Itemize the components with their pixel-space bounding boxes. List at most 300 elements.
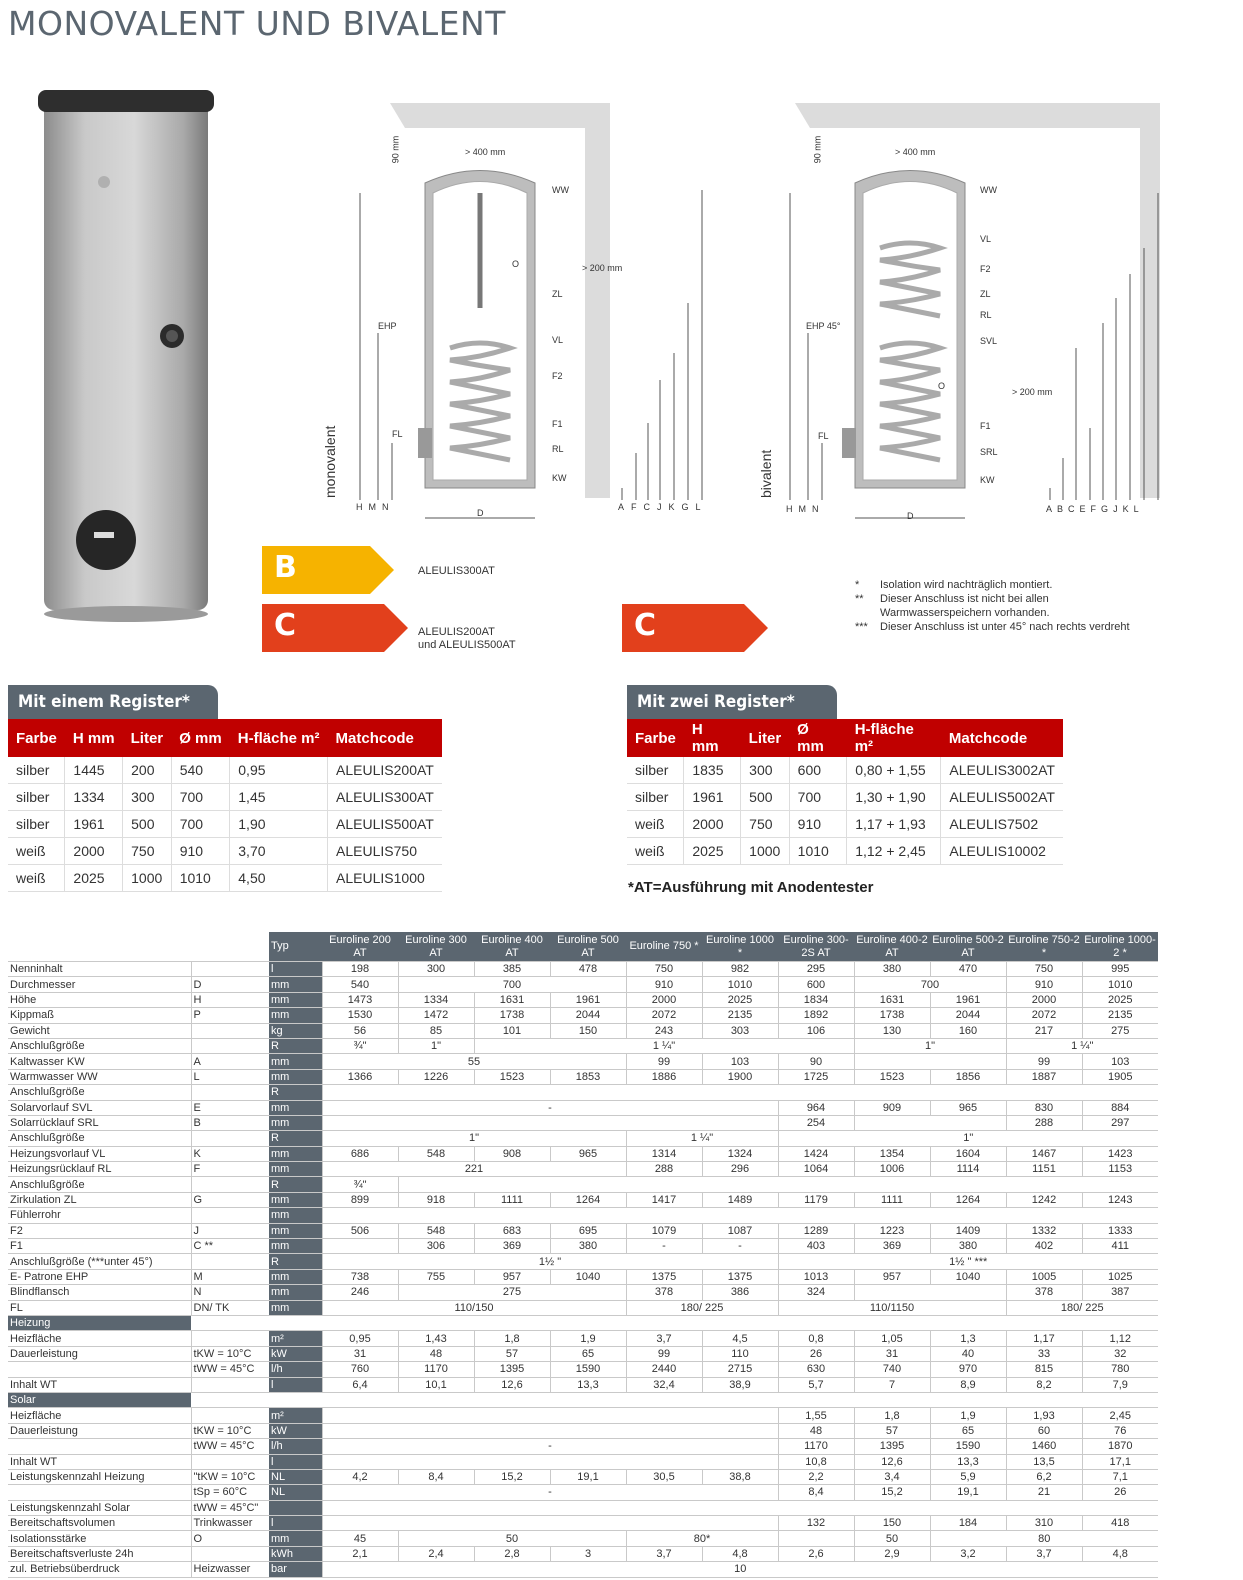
table-cell: 0,80 + 1,55 — [847, 757, 941, 784]
table-row — [8, 1531, 1158, 1546]
table-cell: 780 — [1082, 1362, 1158, 1377]
table-cell: 1010 — [702, 977, 778, 992]
table-cell: 8,2 — [1006, 1377, 1082, 1392]
pipe-rl: RL — [552, 444, 564, 454]
table-cell: 1264 — [550, 1192, 626, 1207]
table-cell: weiß — [627, 838, 684, 865]
row-label: Dauerleistung — [8, 1423, 191, 1438]
table-row — [8, 1085, 1158, 1100]
table-cell: 1324 — [702, 1146, 778, 1161]
table-cell — [322, 1454, 778, 1469]
table-row — [8, 962, 1158, 977]
row-code: tWW = 45°C — [191, 1362, 269, 1377]
table-cell: - — [322, 1485, 778, 1500]
bottom-left-labels: HMN — [786, 504, 825, 514]
table-cell: 303 — [702, 1023, 778, 1038]
row-unit: kW — [269, 1346, 322, 1361]
table-cell: 150 — [854, 1516, 930, 1531]
table-cell: 1223 — [854, 1223, 930, 1238]
table-cell: 1604 — [930, 1146, 1006, 1161]
table-cell: 1243 — [1082, 1192, 1158, 1207]
table-row — [8, 1269, 1158, 1284]
table-cell: 65 — [930, 1423, 1006, 1438]
table-cell: 3,7 — [1006, 1546, 1082, 1561]
table-cell: 76 — [1082, 1423, 1158, 1438]
table-cell: 30,5 — [626, 1469, 702, 1484]
table-cell: 7,1 — [1082, 1469, 1158, 1484]
row-label: Anschlußgröße — [8, 1177, 191, 1192]
table-cell: 2000 — [65, 838, 123, 865]
row-unit: mm — [269, 1115, 322, 1130]
table-cell: 957 — [854, 1269, 930, 1284]
row-label: Heizungsrücklauf RL — [8, 1162, 191, 1177]
table-cell: ALEULIS10002 — [941, 838, 1063, 865]
table-cell: 2025 — [1082, 992, 1158, 1007]
row-label: Isolationsstärke — [8, 1531, 191, 1546]
column-header: H mm — [684, 719, 741, 757]
table-cell: 103 — [1082, 1054, 1158, 1069]
table-cell: weiß — [627, 811, 684, 838]
pipe-f1: F1 — [552, 419, 563, 429]
table-cell: 1961 — [930, 992, 1006, 1007]
table-cell: 760 — [322, 1362, 398, 1377]
table-cell: 600 — [789, 757, 847, 784]
table-cell: 50 — [854, 1531, 930, 1546]
bottom-right-labels: ABCEFGJKL — [1046, 504, 1144, 514]
row-label: Gewicht — [8, 1023, 191, 1038]
table-cell: 1423 — [1082, 1146, 1158, 1161]
row-code: B — [191, 1115, 269, 1130]
table-cell: 1738 — [474, 1008, 550, 1023]
table-row — [8, 1131, 1158, 1146]
table-cell: 700 — [789, 784, 847, 811]
table-cell — [854, 1115, 1006, 1130]
table-cell — [322, 1085, 1158, 1100]
table-cell: 1226 — [398, 1069, 474, 1084]
table-cell: 2,45 — [1082, 1408, 1158, 1423]
row-code: L — [191, 1069, 269, 1084]
table-cell: 101 — [474, 1023, 550, 1038]
table-row — [8, 1069, 1158, 1084]
table-cell: 1 ¼" — [1006, 1038, 1158, 1053]
bivalent-label: bivalent — [758, 449, 774, 498]
table-cell: 1,9 — [550, 1331, 626, 1346]
row-unit: mm — [269, 1223, 322, 1238]
table-cell: 160 — [930, 1023, 1006, 1038]
row-label: Zirkulation ZL — [8, 1192, 191, 1207]
row-unit: mm — [269, 1192, 322, 1207]
row-unit: mm — [269, 1208, 322, 1223]
table-cell: 965 — [550, 1146, 626, 1161]
table-cell: 1,17 — [1006, 1331, 1082, 1346]
dim-d: D — [907, 511, 914, 521]
table-cell: 540 — [322, 977, 398, 992]
pipe-ww: WW — [552, 185, 569, 195]
table-cell: 221 — [322, 1162, 626, 1177]
table-cell: 386 — [702, 1285, 778, 1300]
row-label: Bereitschaftsvolumen — [8, 1516, 191, 1531]
table-cell: 1472 — [398, 1008, 474, 1023]
table-row — [8, 1023, 1158, 1038]
table-cell: 1000 — [741, 838, 790, 865]
table-cell: 85 — [398, 1023, 474, 1038]
row-label: Anschlußgröße — [8, 1085, 191, 1100]
label-fl: FL — [818, 431, 829, 441]
table-cell: 180/ 225 — [1006, 1300, 1158, 1315]
table-cell: ALEULIS500AT — [328, 811, 442, 838]
row-label — [8, 1362, 191, 1377]
table-cell: 65 — [550, 1346, 626, 1361]
table-cell: 1354 — [854, 1146, 930, 1161]
table-cell: 275 — [398, 1285, 626, 1300]
row-code — [191, 1408, 269, 1423]
table-row — [8, 1439, 1158, 1454]
table-cell: 10 — [322, 1562, 1158, 1577]
section-row — [8, 1392, 1158, 1407]
row-code — [191, 1454, 269, 1469]
table-cell: 1395 — [854, 1439, 930, 1454]
row-code: O — [191, 1531, 269, 1546]
row-label: Leistungskennzahl Solar — [8, 1500, 191, 1515]
table-cell: weiß — [8, 838, 65, 865]
row-code: tSp = 60°C — [191, 1485, 269, 1500]
page-title: MONOVALENT UND BIVALENT — [8, 4, 506, 43]
table-row — [8, 1408, 1158, 1423]
row-code: Heizwasser — [191, 1562, 269, 1577]
row-unit: mm — [269, 992, 322, 1007]
table-row — [8, 784, 442, 811]
label-o: O — [512, 259, 520, 269]
table-row — [8, 811, 442, 838]
monovalent-diagram — [322, 98, 720, 528]
energy-letter: C — [634, 608, 657, 643]
column-header: Liter — [741, 719, 790, 757]
table-cell: 908 — [474, 1146, 550, 1161]
table-cell: 4,8 — [702, 1546, 778, 1561]
row-label: Leistungskennzahl Heizung — [8, 1469, 191, 1484]
table-cell: 10,1 — [398, 1377, 474, 1392]
table-cell: 3,7 — [626, 1331, 702, 1346]
table-row — [8, 1469, 1158, 1484]
table-cell: 1010 — [1082, 977, 1158, 992]
table-cell: 815 — [1006, 1362, 1082, 1377]
row-unit: mm — [269, 1269, 322, 1284]
table-cell: 1417 — [626, 1192, 702, 1207]
table-cell: 300 — [123, 784, 172, 811]
table-cell: 884 — [1082, 1100, 1158, 1115]
table-row — [8, 1192, 1158, 1207]
table-cell: 403 — [778, 1239, 854, 1254]
pipe-f2: F2 — [980, 264, 991, 274]
table-cell: 57 — [474, 1346, 550, 1361]
table-row — [8, 1562, 1158, 1577]
row-unit: mm — [269, 1069, 322, 1084]
row-code — [191, 1377, 269, 1392]
table-cell — [322, 1208, 1158, 1223]
table-row — [627, 838, 1063, 865]
table-cell: 132 — [778, 1516, 854, 1531]
table-cell: 12,6 — [474, 1377, 550, 1392]
label-ehp45: EHP 45° — [806, 321, 841, 331]
table-cell: 0,95 — [322, 1331, 398, 1346]
table-cell: 600 — [778, 977, 854, 992]
table-cell: 1" — [398, 1038, 474, 1053]
table-cell: 1853 — [550, 1069, 626, 1084]
table-cell: 380 — [854, 962, 930, 977]
model-column-header: Euroline 400 AT — [474, 932, 550, 962]
row-label: FL — [8, 1300, 191, 1315]
table-cell: 1332 — [1006, 1223, 1082, 1238]
table-cell — [854, 1054, 1006, 1069]
table-cell: 288 — [1006, 1115, 1082, 1130]
row-unit: mm — [269, 977, 322, 992]
row-code: N — [191, 1285, 269, 1300]
table-cell: 4,8 — [1082, 1546, 1158, 1561]
table-cell: 1,90 — [230, 811, 328, 838]
table-cell: 380 — [550, 1239, 626, 1254]
table-cell: 80 — [930, 1531, 1158, 1546]
row-unit: mm — [269, 1300, 322, 1315]
table-row — [8, 992, 1158, 1007]
table-row — [8, 1054, 1158, 1069]
table-cell: silber — [8, 811, 65, 838]
row-unit: NL — [269, 1469, 322, 1484]
table-cell: 1631 — [474, 992, 550, 1007]
table-cell: 10,8 — [778, 1454, 854, 1469]
table-cell: 1" — [778, 1131, 1158, 1146]
table-row — [8, 1146, 1158, 1161]
row-code: Trinkwasser — [191, 1516, 269, 1531]
table-cell: 80* — [626, 1531, 778, 1546]
table-row — [8, 1100, 1158, 1115]
table-cell: 1835 — [684, 757, 741, 784]
table-cell: 324 — [778, 1285, 854, 1300]
table-row — [8, 1008, 1158, 1023]
table-cell: 1025 — [1082, 1269, 1158, 1284]
column-header: Farbe — [627, 719, 684, 757]
pipe-srl: SRL — [980, 447, 998, 457]
table-cell: 246 — [322, 1285, 398, 1300]
pipe-kw: KW — [980, 475, 995, 485]
row-label: Fühlerrohr — [8, 1208, 191, 1223]
table-cell: 4,5 — [702, 1331, 778, 1346]
table-cell: 910 — [626, 977, 702, 992]
table-cell: 2,6 — [778, 1546, 854, 1561]
table-cell: 1 ¼" — [474, 1038, 854, 1053]
table-cell: 1530 — [322, 1008, 398, 1023]
row-unit: R — [269, 1254, 322, 1269]
table-cell: ALEULIS750 — [328, 838, 442, 865]
table-cell: 7,9 — [1082, 1377, 1158, 1392]
table-row — [8, 757, 442, 784]
row-label: Heizfläche — [8, 1331, 191, 1346]
table-cell: 470 — [930, 962, 1006, 977]
pipe-f1: F1 — [980, 421, 991, 431]
table-cell: 1,43 — [398, 1331, 474, 1346]
row-unit: mm — [269, 1162, 322, 1177]
row-unit: kg — [269, 1023, 322, 1038]
row-code — [191, 1023, 269, 1038]
table-cell: 1040 — [930, 1269, 1006, 1284]
table-cell: 1424 — [778, 1146, 854, 1161]
table-cell: 1375 — [702, 1269, 778, 1284]
table-cell: 1870 — [1082, 1439, 1158, 1454]
table-cell: ¾" — [322, 1177, 398, 1192]
row-unit: l — [269, 1377, 322, 1392]
model-column-header: Euroline 400-2 AT — [854, 932, 930, 962]
table-cell: 19,1 — [930, 1485, 1006, 1500]
table-cell — [778, 1531, 854, 1546]
table-cell: 1834 — [778, 992, 854, 1007]
table-cell: - — [322, 1439, 778, 1454]
table-cell: 1314 — [626, 1146, 702, 1161]
table-cell: 2,4 — [398, 1546, 474, 1561]
table-cell: 750 — [741, 811, 790, 838]
table-row — [8, 1346, 1158, 1361]
table-cell: 0,95 — [230, 757, 328, 784]
table-cell: 1489 — [702, 1192, 778, 1207]
table-row — [8, 1208, 1158, 1223]
row-code: tKW = 10°C — [191, 1423, 269, 1438]
table-cell: 32 — [1082, 1346, 1158, 1361]
row-code: tWW = 45°C — [191, 1439, 269, 1454]
table-cell: 700 — [171, 811, 230, 838]
table-row — [8, 1177, 1158, 1192]
model-column-header: Euroline 500 AT — [550, 932, 626, 962]
table-cell: 995 — [1082, 962, 1158, 977]
row-label: Solarrücklauf SRL — [8, 1115, 191, 1130]
row-label: Bereitschaftsverluste 24h — [8, 1546, 191, 1561]
table-cell: 411 — [1082, 1239, 1158, 1254]
table-cell: 738 — [322, 1269, 398, 1284]
table-cell: 1,3 — [930, 1331, 1006, 1346]
column-header: Matchcode — [941, 719, 1063, 757]
table-cell: 418 — [1082, 1516, 1158, 1531]
at-footnote: *AT=Ausführung mit Anodentester — [628, 879, 874, 896]
table-cell: 750 — [123, 838, 172, 865]
table-cell: 2135 — [1082, 1008, 1158, 1023]
table-cell: 3 — [550, 1546, 626, 1561]
table-cell: 275 — [1082, 1023, 1158, 1038]
table-cell: 1,93 — [1006, 1408, 1082, 1423]
table-cell: 700 — [398, 977, 626, 992]
table-cell: 1010 — [171, 865, 230, 892]
section-label: Solar — [8, 1392, 191, 1407]
row-code: E — [191, 1100, 269, 1115]
table-cell: 90 — [778, 1054, 854, 1069]
model-column-header: Euroline 750-2 * — [1006, 932, 1082, 962]
table-cell: 184 — [930, 1516, 1006, 1531]
table-cell: 200 — [123, 757, 172, 784]
row-label: Heizungsvorlauf VL — [8, 1146, 191, 1161]
table-cell: 378 — [626, 1285, 702, 1300]
table-cell: 4,50 — [230, 865, 328, 892]
table-cell: 1366 — [322, 1069, 398, 1084]
model-column-header: Euroline 1000-2 * — [1082, 932, 1158, 962]
table-cell: 700 — [854, 977, 1006, 992]
table-cell — [322, 1239, 398, 1254]
table-cell: 1111 — [854, 1192, 930, 1207]
table-cell: 2440 — [626, 1362, 702, 1377]
table-cell: 1738 — [854, 1008, 930, 1023]
table-cell: 2044 — [930, 1008, 1006, 1023]
row-label: Anschlußgröße (***unter 45°) — [8, 1254, 191, 1269]
table-cell: 1333 — [1082, 1223, 1158, 1238]
table-cell: ALEULIS1000 — [328, 865, 442, 892]
table-cell: 1151 — [1006, 1162, 1082, 1177]
row-label: Nenninhalt — [8, 962, 191, 977]
row-code — [191, 1546, 269, 1561]
table-cell: 1409 — [930, 1223, 1006, 1238]
row-code — [191, 1331, 269, 1346]
table-cell: ALEULIS7502 — [941, 811, 1063, 838]
table-cell: 1,12 — [1082, 1331, 1158, 1346]
table-cell: 1900 — [702, 1069, 778, 1084]
table-cell: 300 — [398, 962, 474, 977]
table-cell: 1961 — [550, 992, 626, 1007]
table-cell: 1523 — [854, 1069, 930, 1084]
table-cell: 1334 — [398, 992, 474, 1007]
table-cell: 21 — [1006, 1485, 1082, 1500]
row-code — [191, 1038, 269, 1053]
row-label: Heizfläche — [8, 1408, 191, 1423]
table-cell: 198 — [322, 962, 398, 977]
model-column-header: Euroline 300 AT — [398, 932, 474, 962]
table-cell: 369 — [854, 1239, 930, 1254]
bivalent-diagram — [760, 98, 1170, 528]
table-cell: 2072 — [626, 1008, 702, 1023]
table-cell: 1153 — [1082, 1162, 1158, 1177]
table-cell: ALEULIS3002AT — [941, 757, 1063, 784]
table-cell: 1375 — [626, 1269, 702, 1284]
dim-90mm: 90 mm — [812, 135, 823, 164]
table-cell: 1886 — [626, 1069, 702, 1084]
column-header: Liter — [123, 719, 172, 757]
table-cell: 506 — [322, 1223, 398, 1238]
dim-90mm: 90 mm — [390, 135, 401, 164]
table-cell: 6,4 — [322, 1377, 398, 1392]
table-cell: 2044 — [550, 1008, 626, 1023]
table-cell: 830 — [1006, 1100, 1082, 1115]
row-code — [191, 1254, 269, 1269]
table-cell: 1,30 + 1,90 — [847, 784, 941, 811]
row-unit: l — [269, 962, 322, 977]
monovalent-label: monovalent — [322, 425, 338, 498]
column-header: H-fläche m² — [230, 719, 328, 757]
row-unit: m² — [269, 1408, 322, 1423]
table-cell: 15,2 — [854, 1485, 930, 1500]
table-cell: 310 — [1006, 1516, 1082, 1531]
table-cell: 26 — [1082, 1485, 1158, 1500]
table-cell: 55 — [322, 1054, 626, 1069]
row-code — [191, 1208, 269, 1223]
row-code: DN/ TK — [191, 1300, 269, 1315]
row-label: Dauerleistung — [8, 1346, 191, 1361]
table-cell: 1725 — [778, 1069, 854, 1084]
table-cell: 1856 — [930, 1069, 1006, 1084]
row-unit: R — [269, 1131, 322, 1146]
table-cell: 695 — [550, 1223, 626, 1238]
table-cell: 4,2 — [322, 1469, 398, 1484]
table-cell: 1040 — [550, 1269, 626, 1284]
section-label: Heizung — [8, 1315, 191, 1330]
table-cell — [854, 1285, 1006, 1300]
table-row — [627, 757, 1063, 784]
table-cell: 1 ¼" — [626, 1131, 778, 1146]
table-cell: 1523 — [474, 1069, 550, 1084]
table-cell: silber — [627, 757, 684, 784]
energy-letter: C — [274, 608, 297, 643]
